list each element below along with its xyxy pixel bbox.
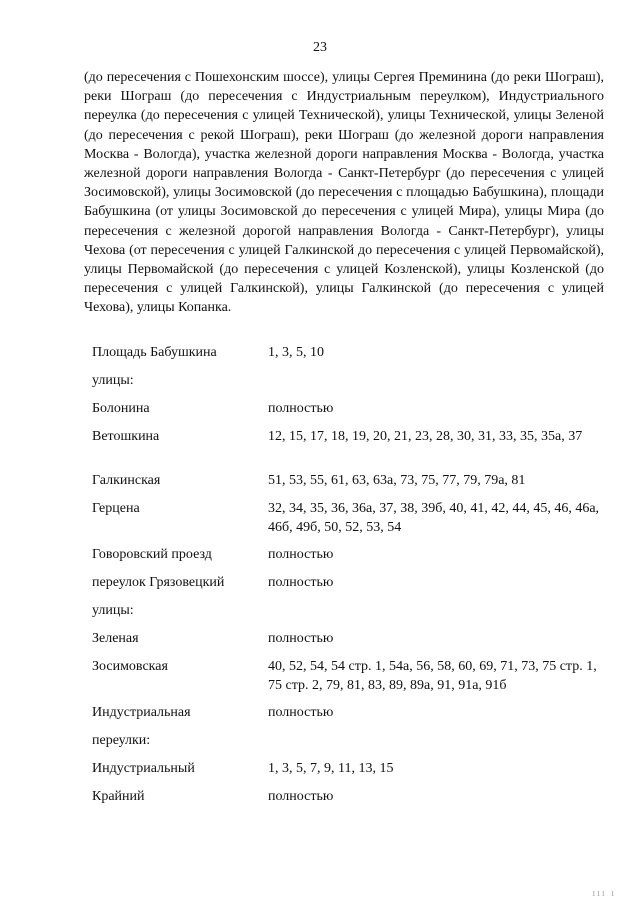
street-name: Галкинская <box>92 473 161 488</box>
street-name: Ветошкина <box>92 429 160 444</box>
house-numbers: полностью <box>268 401 334 416</box>
house-numbers: 51, 53, 55, 61, 63, 63а, 73, 75, 77, 79, 79а, 81 <box>268 473 526 488</box>
section-label: улицы: <box>92 603 134 618</box>
street-name: Говоровский проезд <box>92 547 212 562</box>
section-label: переулки: <box>92 733 151 748</box>
street-name: Индустриальная <box>92 705 191 720</box>
house-numbers: полностью <box>268 575 334 590</box>
house-numbers: 1, 3, 5, 7, 9, 11, 13, 15 <box>268 761 394 776</box>
house-numbers: 1, 3, 5, 10 <box>268 345 324 360</box>
street-name: Крайний <box>92 789 145 804</box>
street-name: Индустриальный <box>92 761 195 776</box>
intro-paragraph: (до пересечения с Пошехонским шоссе), улицы Сергея Преминина (до реки Шограш), реки Шограш (до пересечения с Индустриальным переулком), Индустриального переулка (до пересечения с улицей Технической), улицы Технической, улицы Зеленой (до пересечения с рекой Шограш), реки Шограш (до железной дороги направления Москва - Вологда), участка железной дороги направления Москва - Вологда, участка железной дороги направления Вологда - Санкт-Петербург (до пересечения с улицей Зосимовской), улицы Зосимовской (до пересечения с площадью Бабушкина), площади Бабушкина (от улицы Зосимовской до пересечения с улицей Мира), улицы Мира (до пересечения с железной дорогой направления Вологда - Санкт-Петербург), улицы Чехова (от пересечения с улицей Галкинской до пересечения с улицей Первомайской), улицы Первомайской (до пересечения с улицей Козленской), улицы Козленской (до пересечения с улицей Галкинской), улицы Галкинской (до пересечения с улицей Чехова), улицы Копанка. <box>84 70 604 316</box>
street-name: переулок Грязовецкий <box>92 575 225 590</box>
street-name: Площадь Бабушкина <box>92 345 217 360</box>
house-numbers: полностью <box>268 789 334 804</box>
street-name: Герцена <box>92 501 140 516</box>
street-name: Болонина <box>92 401 150 416</box>
house-numbers: 12, 15, 17, 18, 19, 20, 21, 23, 28, 30, 31, 33, 35, 35а, 37 <box>268 429 583 444</box>
street-name: Зосимовская <box>92 659 168 674</box>
section-label: улицы: <box>92 373 134 388</box>
page-number: 23 <box>313 40 327 55</box>
house-numbers: 32, 34, 35, 36, 36а, 37, 38, 39б, 40, 41, 42, 44, 45, 46, 46а, 46б, 49б, 50, 52, 53, 54 <box>268 501 600 535</box>
house-numbers: полностью <box>268 631 334 646</box>
scan-marks: ııı ı <box>592 888 616 899</box>
house-numbers: 40, 52, 54, 54 стр. 1, 54а, 56, 58, 60, 69, 71, 73, 75 стр. 1, 75 стр. 2, 79, 81, 83, 89, 89а, 91, 91а, 91б <box>268 659 597 693</box>
house-numbers: полностью <box>268 547 334 562</box>
house-numbers: полностью <box>268 705 334 720</box>
street-name: Зеленая <box>92 631 139 646</box>
